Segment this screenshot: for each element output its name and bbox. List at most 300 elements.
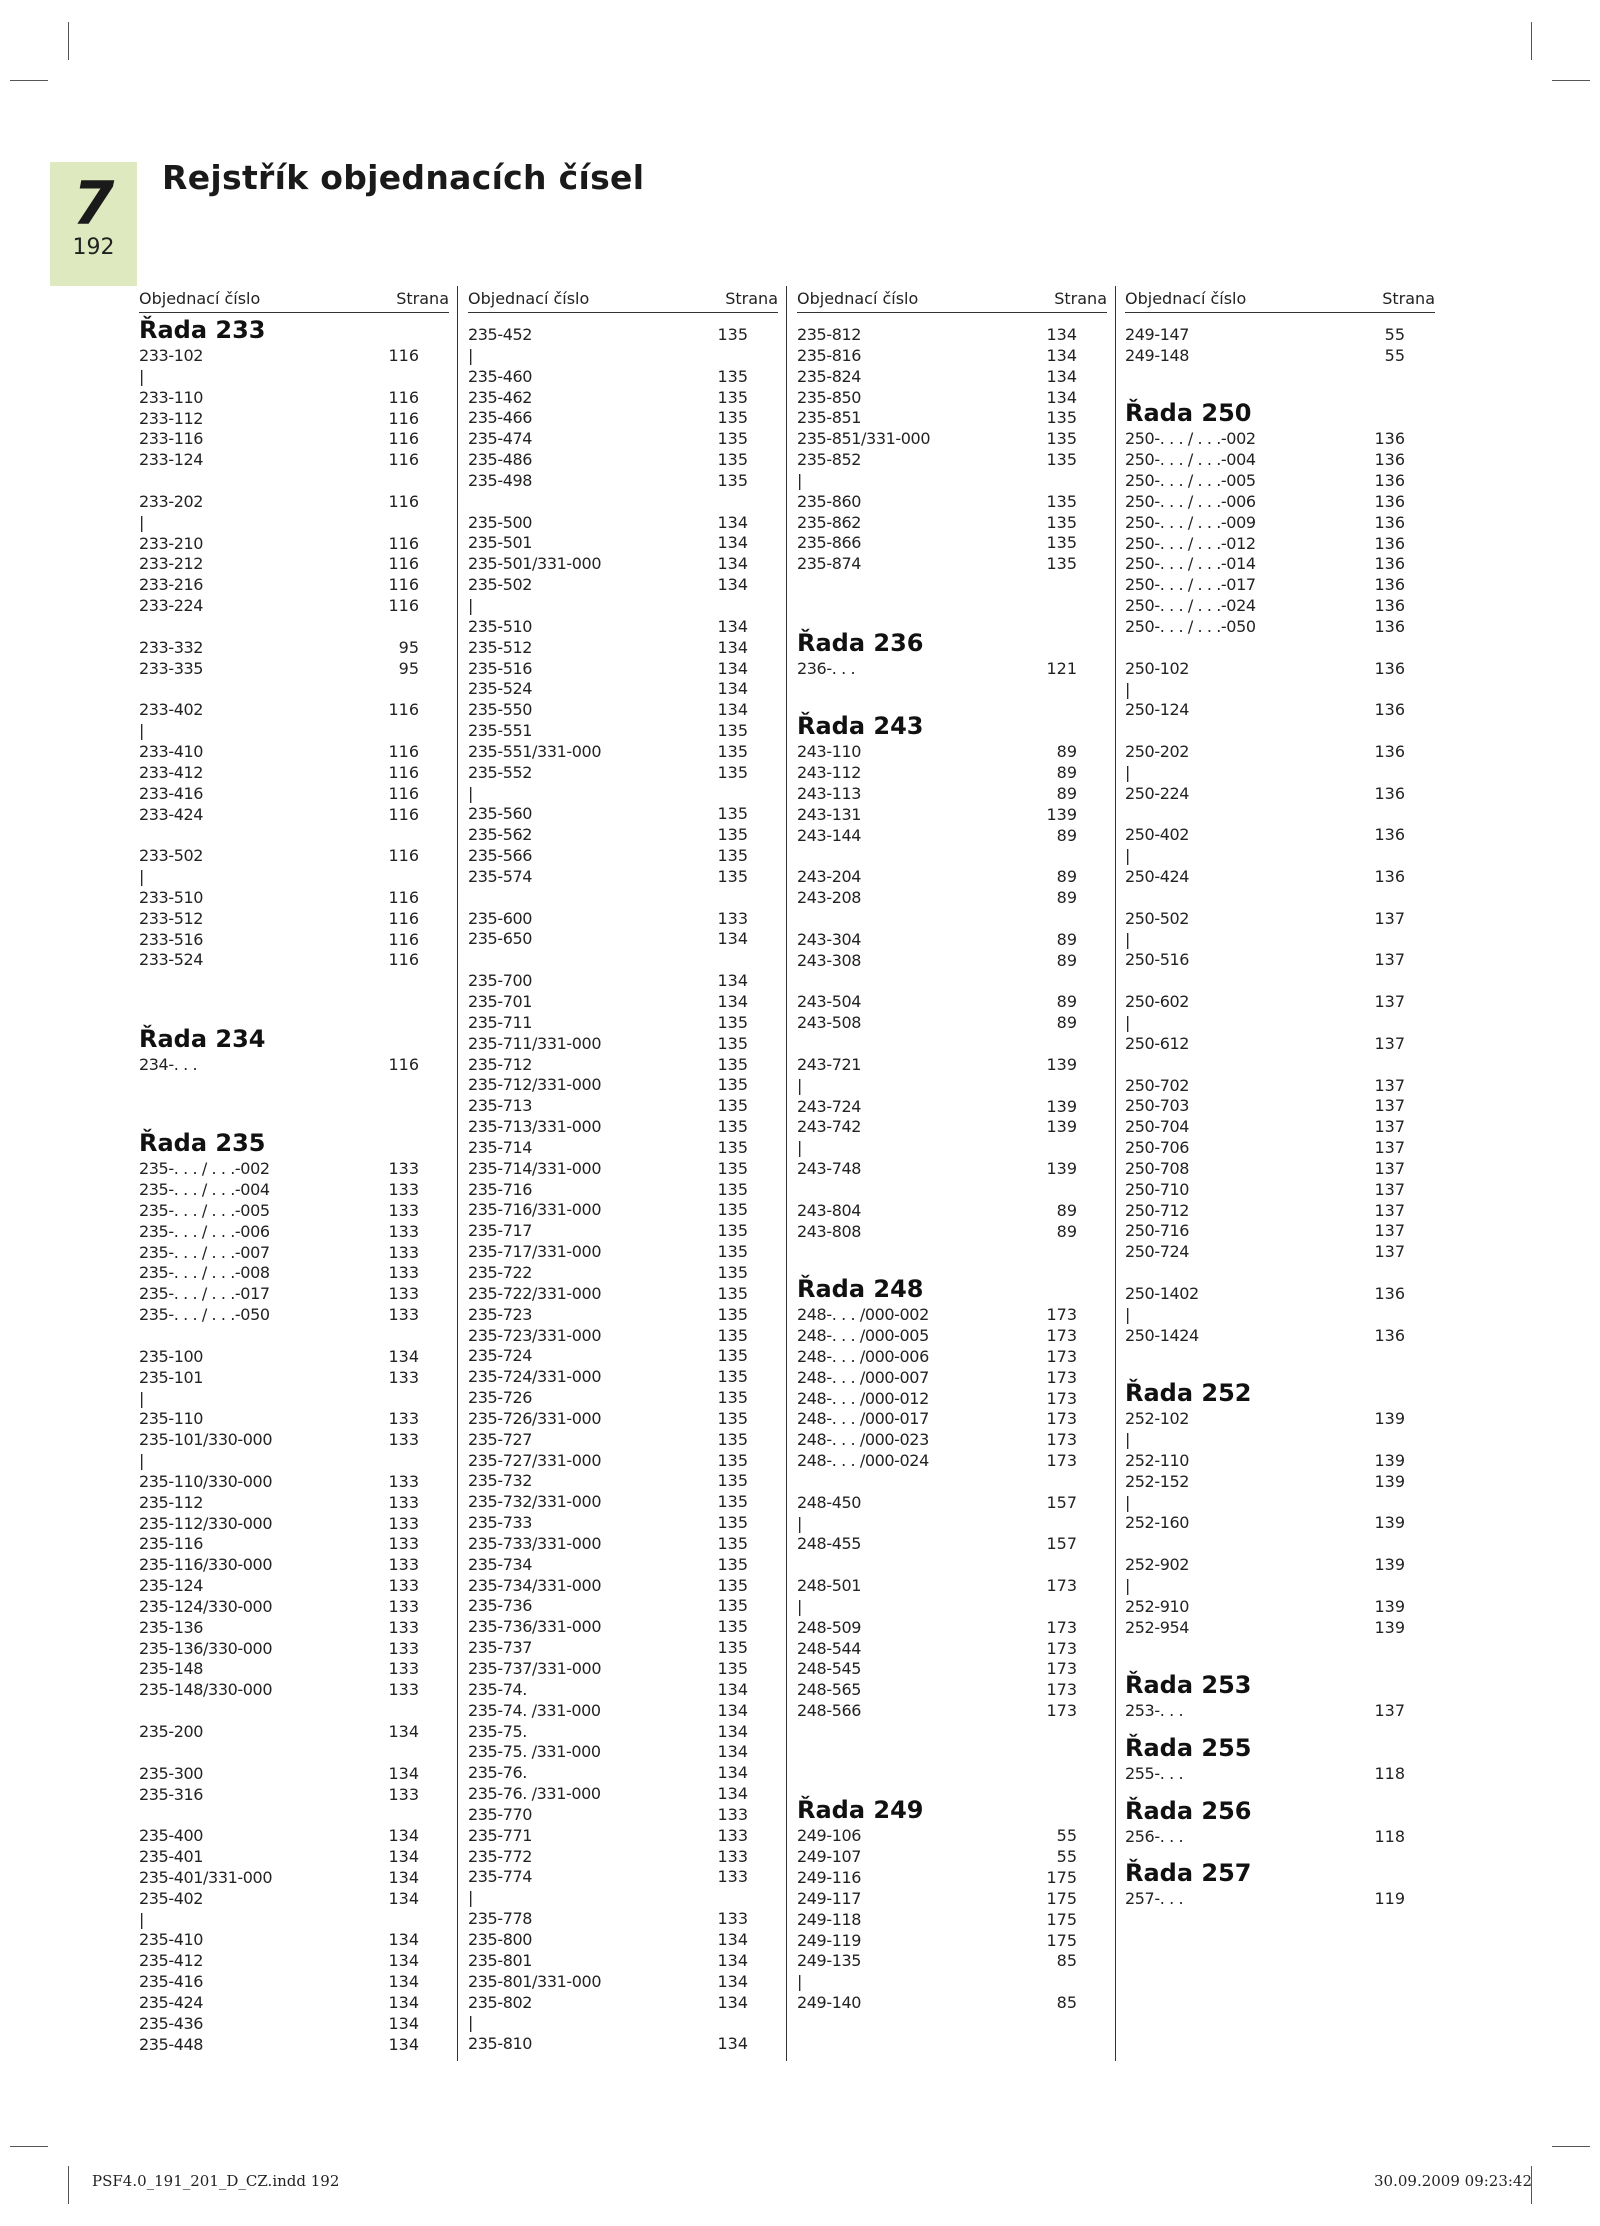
- page-reference: 137: [1374, 1075, 1405, 1095]
- page-reference: 136: [1374, 533, 1405, 553]
- page-reference: 173: [1046, 1680, 1077, 1700]
- page-reference: 134: [717, 1992, 748, 2012]
- page-reference: 173: [1046, 1701, 1077, 1721]
- order-number: 248-545: [797, 1659, 862, 1679]
- page-reference: 134: [388, 1847, 419, 1867]
- index-entry: [139, 742, 449, 763]
- spacer: [1125, 367, 1435, 388]
- page-header: Strana: [1382, 289, 1435, 308]
- index-entry: [1125, 534, 1435, 555]
- page-reference: 139: [1046, 1159, 1077, 1179]
- index-entry: [1125, 346, 1435, 367]
- order-number: 249-148: [1125, 345, 1190, 365]
- page-reference: 135: [717, 1346, 748, 1366]
- index-entry: [468, 1471, 778, 1492]
- order-number: 233-216: [139, 575, 204, 595]
- page-reference: 136: [1374, 429, 1405, 449]
- page-reference: 133: [388, 1596, 419, 1616]
- series-heading: Řada 257: [1125, 1859, 1252, 1888]
- page-reference: 135: [717, 1408, 748, 1428]
- order-number: 250-. . . / . . .-050: [1125, 616, 1256, 636]
- index-entry: [468, 1596, 778, 1617]
- index-entry: [797, 659, 1107, 680]
- page-reference: 133: [388, 1617, 419, 1637]
- order-number: 233-416: [139, 783, 204, 803]
- index-entry: [468, 1742, 778, 1763]
- page-reference: 173: [1046, 1617, 1077, 1637]
- order-number: 235-714: [468, 1137, 533, 1157]
- spacer: [139, 992, 449, 1013]
- index-entry: [139, 888, 449, 909]
- order-number: 233-112: [139, 408, 204, 428]
- page-reference: 137: [1374, 1033, 1405, 1053]
- page-reference: 139: [1046, 1096, 1077, 1116]
- page-reference: 134: [717, 1679, 748, 1699]
- page-reference: 134: [717, 992, 748, 1011]
- page-reference: 134: [717, 512, 748, 532]
- index-column-4: [1125, 286, 1435, 1910]
- order-number: 235-300: [139, 1763, 204, 1783]
- column-body: [139, 313, 449, 2056]
- page-reference: 137: [1374, 1200, 1405, 1220]
- index-entry: [468, 1513, 778, 1534]
- index-entry: [797, 1597, 1107, 1618]
- order-number: 248-. . . /000-023: [797, 1430, 929, 1450]
- index-entry: [797, 1868, 1107, 1889]
- page-reference: 137: [1374, 908, 1405, 928]
- page-reference: 173: [1046, 1451, 1077, 1471]
- order-number: 235-736/331-000: [468, 1617, 602, 1637]
- index-entry: [797, 1326, 1107, 1347]
- index-entry: [139, 1597, 449, 1618]
- page-reference: 116: [388, 387, 419, 407]
- page-reference: 89: [1056, 1013, 1077, 1033]
- index-entry: [797, 1409, 1107, 1430]
- order-number: 250-1424: [1125, 1325, 1199, 1345]
- index-entry: [139, 1055, 449, 1076]
- index-entry: [797, 742, 1107, 763]
- order-number: |: [1125, 1013, 1130, 1032]
- index-entry: [468, 2034, 778, 2055]
- page-reference: 135: [717, 762, 748, 782]
- index-entry: [139, 909, 449, 930]
- order-number: 235-. . . / . . .-050: [139, 1305, 270, 1325]
- spacer: [139, 1097, 449, 1118]
- index-entry: [1125, 1430, 1435, 1451]
- index-entry: [468, 1930, 778, 1951]
- index-entry: [797, 1368, 1107, 1389]
- page-reference: 173: [1046, 1305, 1077, 1325]
- order-number: 235-600: [468, 908, 533, 928]
- order-number: 235-717: [468, 1221, 533, 1241]
- index-entry: [468, 1013, 778, 1034]
- page-reference: 133: [388, 1284, 419, 1304]
- index-entry: [1125, 450, 1435, 471]
- page-reference: 135: [717, 1137, 748, 1157]
- crop-mark: [1552, 2146, 1590, 2147]
- order-number-header: Objednací číslo: [797, 289, 919, 308]
- order-number: 250-. . . / . . .-002: [1125, 429, 1256, 449]
- order-number: 235-722: [468, 1262, 533, 1282]
- order-number: 248-. . . /000-007: [797, 1367, 929, 1387]
- order-number: 235-112: [139, 1492, 204, 1512]
- spacer: [139, 1743, 449, 1764]
- page-reference: 116: [388, 575, 419, 595]
- index-entry: [797, 388, 1107, 409]
- spacer: [1125, 1263, 1435, 1284]
- index-entry: [1125, 1576, 1435, 1597]
- index-entry: [468, 784, 778, 805]
- page-reference: 133: [388, 1367, 419, 1387]
- order-number: 235-736: [468, 1596, 533, 1616]
- page-reference: 55: [1056, 1847, 1077, 1867]
- index-entry: [1125, 784, 1435, 805]
- order-number: 250-. . . / . . .-014: [1125, 554, 1256, 574]
- order-number: 250-224: [1125, 783, 1190, 803]
- index-entry: [1125, 1138, 1435, 1159]
- order-number: 235-316: [139, 1784, 204, 1804]
- page-reference: 116: [388, 783, 419, 803]
- index-entry: [468, 2013, 778, 2034]
- order-number: 235-700: [468, 971, 533, 991]
- page-reference: 137: [1374, 1096, 1405, 1116]
- order-number: 235-200: [139, 1722, 204, 1741]
- page-reference: 134: [1046, 366, 1077, 386]
- order-number: 235-552: [468, 762, 533, 782]
- page-reference: 136: [1374, 491, 1405, 511]
- page-reference: 116: [388, 1054, 419, 1074]
- order-number: 248-. . . /000-002: [797, 1305, 929, 1325]
- order-number: 235-498: [468, 470, 533, 490]
- order-number: 252-110: [1125, 1450, 1190, 1470]
- order-number: 235-460: [468, 366, 533, 386]
- page-reference: 139: [1374, 1450, 1405, 1470]
- page-reference: 116: [388, 429, 419, 449]
- page-reference: 135: [717, 825, 748, 845]
- page-reference: 137: [1374, 1242, 1405, 1262]
- spacer: [797, 680, 1107, 701]
- page-reference: 134: [717, 1950, 748, 1970]
- page-reference: 134: [388, 2013, 419, 2033]
- index-entry: [139, 1305, 449, 1326]
- order-number: 233-332: [139, 637, 204, 657]
- order-number: 235-412: [139, 1951, 204, 1971]
- order-number: 233-124: [139, 450, 204, 470]
- order-number: 235-112/330-000: [139, 1513, 273, 1533]
- index-entry: [468, 679, 778, 700]
- index-entry: [797, 1659, 1107, 1680]
- index-entry: [1125, 742, 1435, 763]
- index-entry: [1125, 1034, 1435, 1055]
- order-number: |: [1125, 929, 1130, 949]
- index-entry: [797, 1847, 1107, 1868]
- index-entry: [1125, 867, 1435, 888]
- crop-mark: [68, 2166, 69, 2204]
- order-number: |: [139, 1909, 144, 1929]
- page-reference: 135: [717, 450, 748, 470]
- crop-mark: [1531, 22, 1532, 60]
- order-number: 233-516: [139, 929, 204, 949]
- page-reference: 175: [1046, 1930, 1077, 1950]
- index-entry: [1125, 1221, 1435, 1242]
- spacer: [1125, 1347, 1435, 1368]
- index-entry: [139, 659, 449, 680]
- page-reference: 157: [1046, 1492, 1077, 1512]
- spacer: [139, 680, 449, 701]
- spacer: [1125, 971, 1435, 992]
- index-entry: [468, 1993, 778, 2014]
- order-number: 252-954: [1125, 1617, 1190, 1637]
- index-entry: [139, 1389, 449, 1410]
- index-entry: [1125, 1305, 1435, 1326]
- index-entry: [797, 1389, 1107, 1410]
- page-reference: 135: [717, 1533, 748, 1553]
- order-number: 235-401: [139, 1847, 204, 1867]
- page-reference: 175: [1046, 1909, 1077, 1929]
- index-entry: [1125, 1701, 1435, 1722]
- order-number: 235-770: [468, 1804, 533, 1824]
- order-number: 243-110: [797, 742, 862, 762]
- index-entry: [468, 1159, 778, 1180]
- spacer: [797, 846, 1107, 867]
- index-entry: [139, 388, 449, 409]
- order-number: |: [1125, 679, 1130, 699]
- index-entry: [139, 700, 449, 721]
- page-reference: 133: [388, 1492, 419, 1512]
- spacer: [797, 1722, 1107, 1743]
- page-reference: 134: [717, 616, 748, 636]
- order-number: 235-. . . / . . .-005: [139, 1200, 270, 1220]
- chapter-number: 7: [72, 169, 115, 239]
- index-entry: [468, 971, 778, 992]
- order-number: |: [468, 783, 473, 803]
- index-entry: [139, 1764, 449, 1785]
- page-header: Strana: [396, 289, 449, 308]
- order-number: 252-910: [1125, 1596, 1190, 1616]
- index-entry: [139, 534, 449, 555]
- page-reference: 135: [717, 1012, 748, 1032]
- page-reference: 135: [717, 804, 748, 824]
- page-reference: 116: [388, 762, 419, 782]
- index-entry: [468, 1867, 778, 1888]
- order-number: 233-116: [139, 429, 204, 449]
- index-entry: [797, 1159, 1107, 1180]
- series-heading: Řada 249: [797, 1796, 924, 1825]
- index-entry: [468, 471, 778, 492]
- order-number: 235-862: [797, 512, 862, 532]
- page-reference: 135: [1046, 491, 1077, 511]
- page-reference: 135: [717, 1325, 748, 1345]
- page-header: Strana: [1054, 289, 1107, 308]
- order-number: 235-466: [468, 408, 533, 428]
- page-reference: 134: [388, 1888, 419, 1908]
- index-entry: [1125, 575, 1435, 596]
- order-number: 235-716: [468, 1179, 533, 1199]
- order-number: 235-486: [468, 450, 533, 470]
- page-reference: 136: [1374, 596, 1405, 616]
- spacer: [797, 1764, 1107, 1785]
- order-number: 248-450: [797, 1492, 862, 1512]
- order-number: 235-712/331-000: [468, 1075, 602, 1095]
- index-entry: [139, 763, 449, 784]
- page-reference: 137: [1374, 992, 1405, 1012]
- crop-mark: [10, 2146, 48, 2147]
- index-entry: [797, 805, 1107, 826]
- page-reference: 116: [388, 742, 419, 762]
- spacer: [468, 492, 778, 513]
- order-number: 235-100: [139, 1346, 204, 1366]
- order-number: 235-772: [468, 1846, 533, 1866]
- order-number: 243-208: [797, 888, 862, 908]
- order-number: 235-713: [468, 1096, 533, 1116]
- index-entry: [1125, 1180, 1435, 1201]
- page-reference: 133: [388, 1659, 419, 1679]
- order-number: 235-711: [468, 1012, 533, 1032]
- index-entry: [139, 930, 449, 951]
- order-number: 234-. . .: [139, 1054, 198, 1074]
- order-number: |: [797, 1075, 802, 1095]
- page-reference: 135: [717, 1659, 748, 1678]
- index-entry: [139, 492, 449, 513]
- order-number: 235-778: [468, 1909, 533, 1929]
- index-entry: [468, 367, 778, 388]
- page-reference: 89: [1056, 825, 1077, 845]
- page-reference: 135: [717, 721, 748, 741]
- order-number: 235-726/331-000: [468, 1408, 602, 1428]
- page-reference: 135: [717, 1450, 748, 1470]
- order-number: |: [139, 867, 144, 887]
- column-divider: [457, 286, 458, 2061]
- order-number: 243-508: [797, 1013, 862, 1033]
- index-entry: [468, 1888, 778, 1909]
- index-entry: [797, 554, 1107, 575]
- order-number: 235-75. /331-000: [468, 1742, 601, 1762]
- page-reference: 134: [388, 1722, 419, 1741]
- index-entry: [1125, 492, 1435, 513]
- order-number: |: [139, 721, 144, 741]
- index-entry: [468, 429, 778, 450]
- page-reference: 135: [717, 1221, 748, 1241]
- page-reference: 89: [1056, 763, 1077, 783]
- page-reference: 135: [717, 366, 748, 386]
- order-number: 235-716/331-000: [468, 1200, 602, 1220]
- order-number: 235-802: [468, 1992, 533, 2012]
- index-entry: [468, 659, 778, 680]
- spacer: [797, 1743, 1107, 1764]
- index-entry: [139, 1493, 449, 1514]
- order-number: 235-566: [468, 846, 533, 866]
- order-number: 235-724: [468, 1346, 533, 1366]
- index-entry: [1125, 763, 1435, 784]
- series-heading: Řada 236: [797, 628, 924, 657]
- index-entry: [468, 1555, 778, 1576]
- order-number: 255-. . .: [1125, 1763, 1184, 1783]
- order-number: 233-102: [139, 346, 204, 365]
- order-number: 235-116: [139, 1534, 204, 1554]
- index-entry: [468, 1763, 778, 1784]
- index-entry: [139, 1868, 449, 1889]
- index-entry: [797, 1201, 1107, 1222]
- order-number: 250-612: [1125, 1033, 1190, 1053]
- page-reference: 139: [1374, 1513, 1405, 1533]
- spacer: [1125, 721, 1435, 742]
- index-entry: [1125, 1889, 1435, 1910]
- index-entry: [468, 1221, 778, 1242]
- order-number: 235-148: [139, 1659, 204, 1679]
- page-reference: 89: [1056, 950, 1077, 970]
- order-number: 235-524: [468, 679, 533, 699]
- page-reference: 134: [388, 1346, 419, 1366]
- index-entry: [797, 1055, 1107, 1076]
- series-heading: Řada 256: [1125, 1796, 1252, 1825]
- order-number: 252-102: [1125, 1409, 1190, 1429]
- index-entry: [139, 596, 449, 617]
- index-entry: [797, 1138, 1107, 1159]
- page-reference: 135: [717, 1513, 748, 1533]
- page-reference: 135: [717, 741, 748, 761]
- page-reference: 134: [717, 1700, 748, 1720]
- order-number: 233-335: [139, 658, 204, 678]
- index-entry: [468, 533, 778, 554]
- order-number: 250-502: [1125, 908, 1190, 928]
- order-number: |: [797, 1138, 802, 1158]
- spacer: [797, 971, 1107, 992]
- page-reference: 134: [717, 929, 748, 949]
- index-entry: [139, 1368, 449, 1389]
- order-number: 250-710: [1125, 1179, 1190, 1199]
- index-entry: [139, 1514, 449, 1535]
- order-number: 250-703: [1125, 1096, 1190, 1116]
- page-reference: 137: [1374, 950, 1405, 970]
- order-number: 249-117: [797, 1888, 862, 1908]
- index-entry: [468, 1492, 778, 1513]
- page-reference: 136: [1374, 1325, 1405, 1345]
- page-reference: 157: [1046, 1534, 1077, 1554]
- page-reference: 85: [1056, 1993, 1077, 2013]
- index-entry: [139, 1222, 449, 1243]
- index-entry: [468, 846, 778, 867]
- index-entry: [1125, 429, 1435, 450]
- order-number: 235-866: [797, 533, 862, 553]
- index-entry: [139, 1889, 449, 1910]
- order-number: 235-732: [468, 1471, 533, 1491]
- order-number: 235-771: [468, 1825, 533, 1845]
- order-number: 233-402: [139, 700, 204, 720]
- index-entry: [797, 763, 1107, 784]
- index-entry: [468, 1430, 778, 1451]
- index-entry: [468, 1200, 778, 1221]
- index-entry: [139, 1951, 449, 1972]
- order-number: 243-504: [797, 992, 862, 1012]
- order-number: 243-748: [797, 1159, 862, 1179]
- order-number: 243-131: [797, 804, 862, 824]
- order-number: |: [468, 2013, 473, 2033]
- page-reference: 135: [717, 429, 748, 449]
- order-number: 248-. . . /000-024: [797, 1451, 929, 1471]
- chapter-marker: [50, 162, 137, 286]
- order-number: |: [139, 366, 144, 386]
- index-entry: [797, 1013, 1107, 1034]
- order-number: 233-410: [139, 742, 204, 762]
- index-entry: [1125, 1827, 1435, 1848]
- index-entry: [468, 1951, 778, 1972]
- order-number: 235-851/331-000: [797, 429, 931, 449]
- page-reference: 133: [388, 1555, 419, 1575]
- order-number: 250-. . . / . . .-012: [1125, 533, 1256, 553]
- page-reference: 134: [388, 1763, 419, 1783]
- page-reference: 134: [388, 1992, 419, 2012]
- order-number: 248-. . . /000-012: [797, 1388, 929, 1408]
